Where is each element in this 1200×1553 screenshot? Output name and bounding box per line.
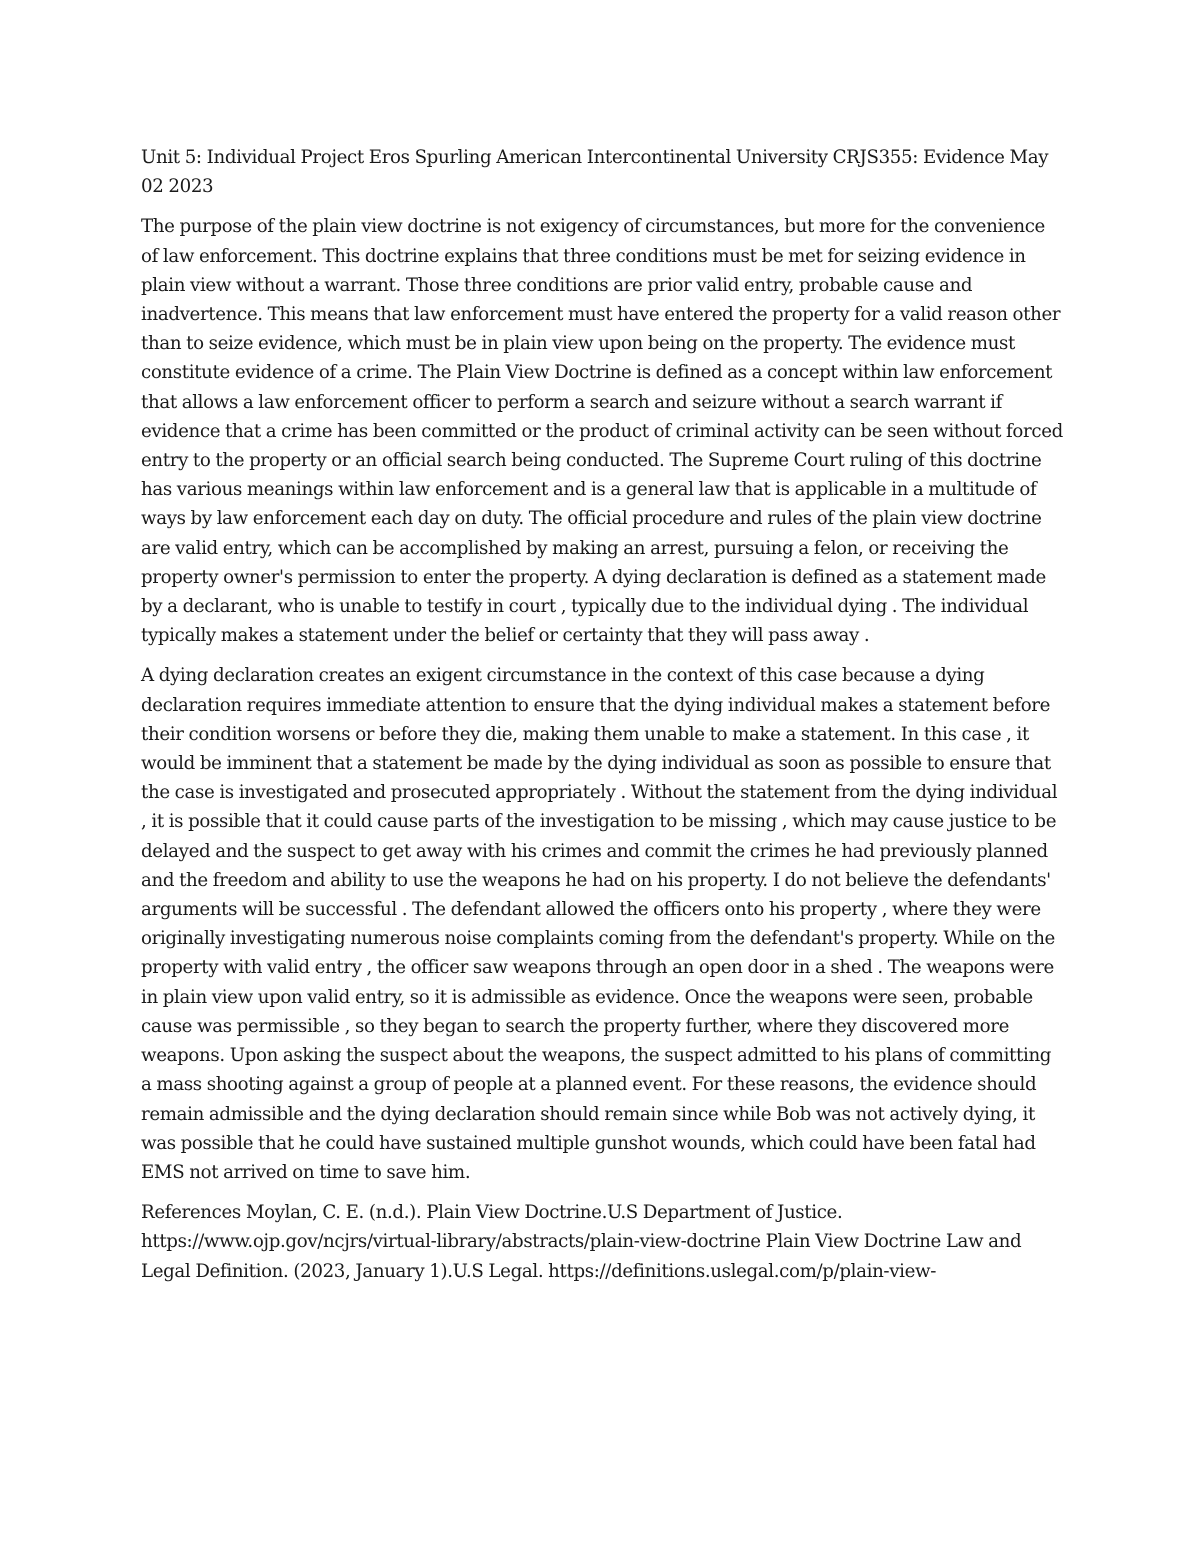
paragraph-plain-view-doctrine: The purpose of the plain view doctrine is not exigency of circumstances, but more for the convenience of law enforcement. This doctrine explains that three conditions must be met for seizing evidence in plain view without a warrant. Those three conditions are prior valid entry, probable cause and inadvertence. This means that law enforcement must have entered the property for a valid reason other than to seize evidence, which must be in plain view upon being on the property. The evidence must constitute evidence of a crime. The Plain View Doctrine is defined as a concept within law enforcement that allows a law enforcement officer to perform a search and seizure without a search warrant if evidence that a crime has been committed or the product of criminal activity can be seen without forced entry to the property or an official search being conducted. The Supreme Court ruling of this doctrine has various meanings within law enforcement and is a general law that is applicable in a multitude of ways by law enforcement each day on duty. The official procedure and rules of the plain view doctrine are valid entry, which can be accomplished by making an arrest, pursuing a felon, or receiving the property owner's permission to enter the property. A dying declaration is defined as a statement made by a declarant, who is unable to testify in court , typically due to the individual dying . The individual typically makes a statement under the belief or certainty that they will pass away . — [141, 216, 1063, 647]
paragraph-dying-declaration: A dying declaration creates an exigent circumstance in the context of this case because a dying declaration requires immediate attention to ensure that the dying individual makes a statement before their condition worsens or before they die, making them unable to make a statement. In this case , it would be imminent that a statement be made by the dying individual as soon as possible to ensure that the case is investigated and prosecuted appropriately . Without the statement from the dying individual , it is possible that it could cause parts of the investigation to be missing , which may cause justice to be delayed and the suspect to get away with his crimes and commit the crimes he had previously planned and the freedom and ability to use the weapons he had on his property. I do not believe the defendants' arguments will be successful . The defendant allowed the officers onto his property , where they were originally investigating numerous noise complaints coming from the defendant's property. While on the property with valid entry , the officer saw weapons through an open door in a shed . The weapons were in plain view upon valid entry, so it is admissible as evidence. Once the weapons were seen, probable cause was permissible , so they began to search the property further, where they discovered more weapons. Upon asking the suspect about the weapons, the suspect admitted to his plans of committing a mass shooting against a group of people at a planned event. For these reasons, the evidence should remain admissible and the dying declaration should remain since while Bob was not actively dying, it was possible that he could have sustained multiple gunshot wounds, which could have been fatal had EMS not arrived on time to save him. — [141, 665, 1058, 1183]
references: References Moylan, C. E. (n.d.). Plain View Doctrine.U.S Department of Justice. https://www.ojp.gov/ncjrs/virtual-library/abstracts/plain-view-doctrine Plain View Doctrine Law and Legal Definition. (2023, January 1).U.S Legal. https://definitions.uslegal.com/p/plain-view- — [141, 1202, 1022, 1282]
document-header: Unit 5: Individual Project Eros Spurling American Intercontinental University CRJS355: Evidence May 02 2023 — [141, 147, 1049, 198]
document-body — [141, 143, 1063, 1297]
